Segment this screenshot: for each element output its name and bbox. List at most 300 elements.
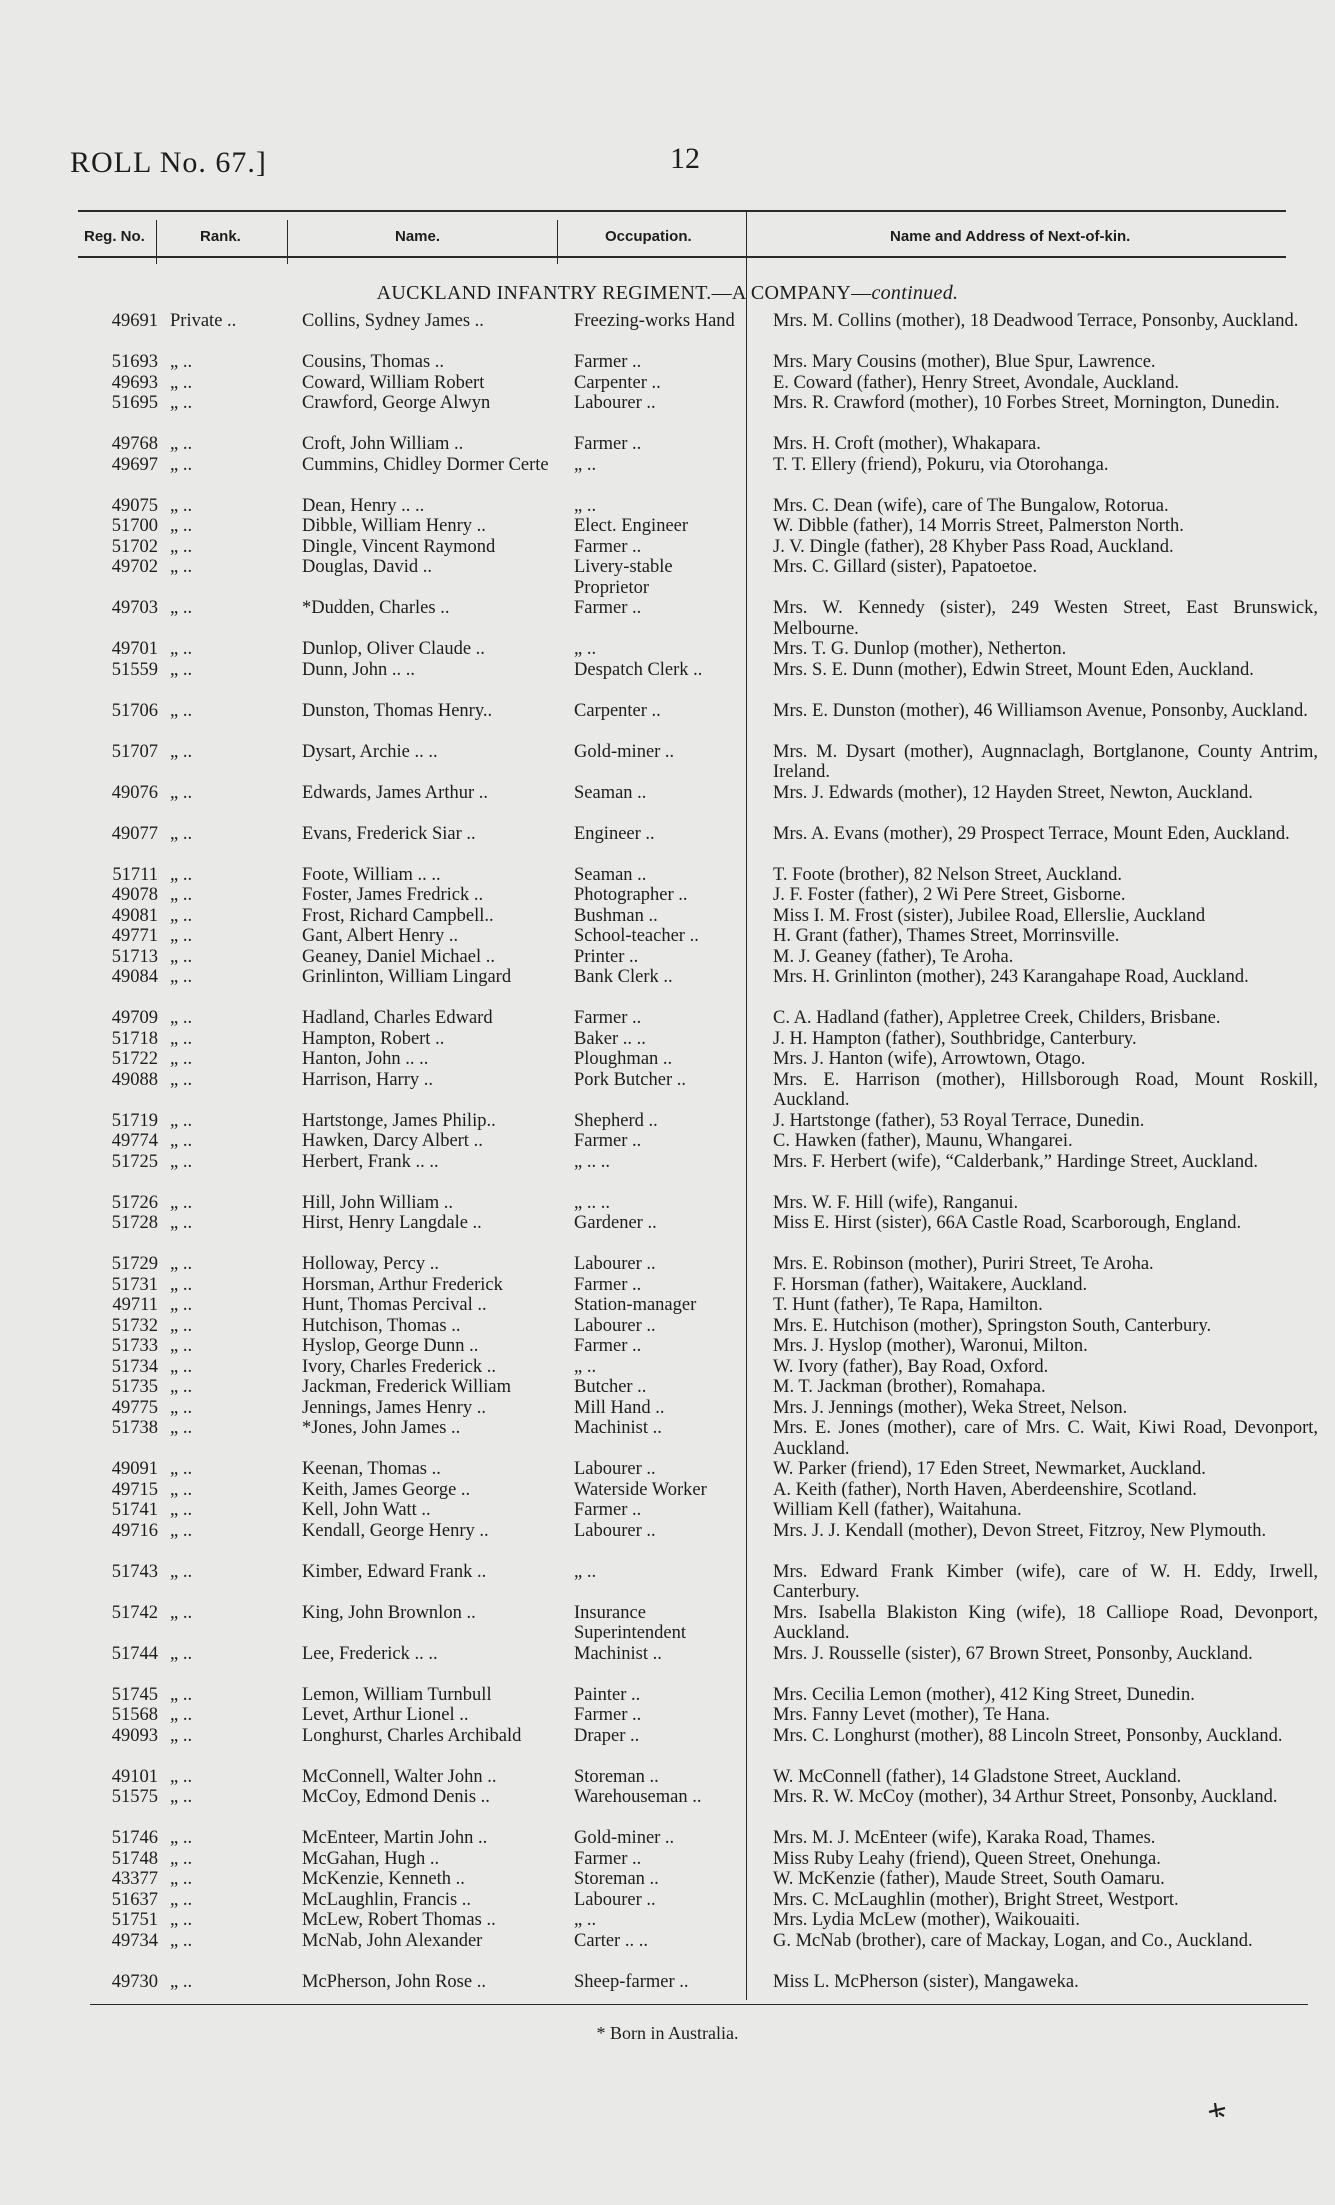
reg-number: 49702: [111, 557, 158, 577]
next-of-kin: W. Ivory (father), Bay Road, Oxford.: [773, 1356, 1049, 1377]
table-row: [0, 1152, 1335, 1193]
occupation: „ ..: [574, 639, 597, 659]
reg-number: 51702: [111, 536, 158, 557]
column-divider: [557, 220, 558, 264]
rank: „ ..: [170, 659, 193, 680]
table-row: [0, 1213, 1335, 1254]
occupation: Labourer ..: [574, 1889, 656, 1910]
reg-number: 51741: [111, 1500, 158, 1520]
table-row: [0, 783, 1335, 824]
rank: „ ..: [170, 1131, 193, 1151]
next-of-kin: Miss Ruby Leahy (friend), Queen Street, Onehunga.: [773, 1848, 1161, 1869]
table-row: [0, 1193, 1335, 1214]
rank: „ ..: [170, 516, 193, 536]
soldier-name: Grinlinton, William Lingard: [302, 967, 512, 987]
soldier-name: Edwards, James Arthur ..: [302, 782, 488, 803]
occupation: Seaman ..: [574, 864, 647, 885]
next-of-kin: C. Hawken (father), Maunu, Whangarei.: [773, 1131, 1073, 1151]
soldier-name: Jackman, Frederick William: [302, 1377, 512, 1397]
next-of-kin: Mrs. M. Collins (mother), 18 Deadwood Terrace, Ponsonby, Auckland.: [773, 311, 1299, 331]
soldier-name: Cummins, Chidley Dormer Certe: [302, 454, 549, 475]
reg-number: 49730: [111, 1971, 158, 1992]
soldier-name: Dunlop, Oliver Claude ..: [302, 639, 485, 659]
table-row: [0, 1787, 1335, 1828]
table-row: [0, 1562, 1335, 1603]
next-of-kin: Mrs. A. Evans (mother), 29 Prospect Terrace, Mount Eden, Auckland.: [773, 823, 1290, 844]
soldier-name: Keith, James George ..: [302, 1479, 471, 1500]
column-divider: [156, 220, 157, 264]
occupation: „ ..: [574, 495, 597, 516]
rank: „ ..: [170, 926, 193, 946]
soldier-name: McEnteer, Martin John ..: [302, 1828, 488, 1848]
next-of-kin: Mrs. C. Longhurst (mother), 88 Lincoln Street, Ponsonby, Auckland.: [773, 1725, 1283, 1746]
occupation: Carter .. ..: [574, 1930, 648, 1951]
next-of-kin: Mrs. F. Herbert (wife), “Calderbank,” Hardinge Street, Auckland.: [773, 1151, 1259, 1172]
soldier-name: Hutchison, Thomas ..: [302, 1315, 461, 1336]
rank: „ ..: [170, 782, 193, 803]
table-row: [0, 1726, 1335, 1767]
reg-number: 51735: [111, 1377, 158, 1397]
rank: „ ..: [170, 1397, 193, 1418]
reg-number: 51748: [111, 1848, 158, 1869]
rank: „ ..: [170, 557, 193, 577]
occupation: Farmer ..: [574, 598, 642, 618]
next-of-kin: W. McConnell (father), 14 Gladstone Street, Auckland.: [773, 1766, 1182, 1787]
reg-number: 51738: [111, 1418, 158, 1438]
occupation: Labourer ..: [574, 393, 656, 413]
soldier-name: Kimber, Edward Frank ..: [302, 1561, 487, 1582]
next-of-kin: Mrs. W. F. Hill (wife), Ranganui.: [773, 1192, 1019, 1213]
reg-number: 51745: [111, 1684, 158, 1705]
next-of-kin: Mrs. M. J. McEnteer (wife), Karaka Road, Thames.: [773, 1828, 1156, 1848]
soldier-name: McConnell, Walter John ..: [302, 1766, 497, 1787]
rank: „ ..: [170, 1151, 193, 1172]
soldier-name: Geaney, Daniel Michael ..: [302, 946, 495, 967]
rank: „ ..: [170, 1869, 193, 1889]
reg-number: 49084: [111, 967, 158, 987]
occupation: Freezing-works Hand: [574, 311, 735, 331]
rank: „ ..: [170, 1500, 193, 1520]
table-row: [0, 1685, 1335, 1706]
reg-number: 43377: [111, 1869, 158, 1889]
reg-number: 49075: [111, 495, 158, 516]
soldier-name: Hawken, Darcy Albert ..: [302, 1131, 483, 1151]
next-of-kin: F. Horsman (father), Waitakere, Auckland.: [773, 1274, 1088, 1295]
soldier-name: Lemon, William Turnbull: [302, 1684, 492, 1705]
next-of-kin: J. Hartstonge (father), 53 Royal Terrace, Dunedin.: [773, 1110, 1145, 1131]
soldier-name: Longhurst, Charles Archibald: [302, 1725, 522, 1746]
occupation: Station-manager: [574, 1295, 697, 1315]
soldier-name: Dunston, Thomas Henry..: [302, 700, 493, 721]
rank: „ ..: [170, 1459, 193, 1479]
next-of-kin: C. A. Hadland (father), Appletree Creek, Childers, Brisbane.: [773, 1008, 1221, 1028]
soldier-name: Hadland, Charles Edward: [302, 1008, 493, 1028]
soldier-name: Ivory, Charles Frederick ..: [302, 1356, 497, 1377]
reg-number: 49768: [111, 434, 158, 454]
rank: „ ..: [170, 1828, 193, 1848]
occupation: „ ..: [574, 1356, 597, 1377]
header-top-rule: [78, 210, 1286, 212]
rank: „ ..: [170, 1028, 193, 1049]
rank: „ ..: [170, 434, 193, 454]
roll-table: [0, 311, 1335, 1992]
table-row: [0, 1336, 1335, 1357]
rank: „ ..: [170, 598, 193, 618]
table-row: [0, 1931, 1335, 1972]
reg-number: 49701: [111, 639, 158, 659]
table-row: [0, 1500, 1335, 1521]
occupation: Sheep-farmer ..: [574, 1971, 689, 1992]
table-row: [0, 1890, 1335, 1911]
reg-number: 49711: [112, 1295, 158, 1315]
rank: „ ..: [170, 372, 193, 393]
occupation: Farmer ..: [574, 1705, 642, 1725]
soldier-name: Jennings, James Henry ..: [302, 1397, 486, 1418]
rank: „ ..: [170, 393, 193, 413]
rank: „ ..: [170, 1356, 193, 1377]
rank: „ ..: [170, 1705, 193, 1725]
table-row: [0, 1254, 1335, 1275]
next-of-kin: Mrs. C. Dean (wife), care of The Bungalow, Rotorua.: [773, 495, 1169, 516]
reg-number: 49691: [111, 311, 158, 331]
soldier-name: Dibble, William Henry ..: [302, 516, 486, 536]
rank: „ ..: [170, 864, 193, 885]
rank: „ ..: [170, 1971, 193, 1992]
column-header-occupation: Occupation.: [605, 228, 692, 245]
soldier-name: Frost, Richard Campbell..: [302, 905, 494, 926]
soldier-name: Horsman, Arthur Frederick: [302, 1274, 503, 1295]
reg-number: 51695: [111, 393, 158, 413]
next-of-kin: Miss E. Hirst (sister), 66A Castle Road, Scarborough, England.: [773, 1213, 1242, 1233]
footnote: * Born in Australia.: [596, 2023, 739, 2043]
reg-number: 51693: [111, 352, 158, 372]
next-of-kin: Mrs. Lydia McLew (mother), Waikouaiti.: [773, 1910, 1080, 1930]
reg-number: 49693: [111, 372, 158, 393]
soldier-name: Dingle, Vincent Raymond: [302, 536, 496, 557]
occupation: Gold-miner ..: [574, 1828, 675, 1848]
soldier-name: Lee, Frederick .. ..: [302, 1643, 438, 1664]
occupation: Labourer ..: [574, 1459, 656, 1479]
next-of-kin: Mrs. S. E. Dunn (mother), Edwin Street, Mount Eden, Auckland.: [773, 659, 1254, 680]
reg-number: 51725: [111, 1151, 158, 1172]
next-of-kin: Mrs. Edward Frank Kimber (wife), care of W. H. Eddy, Irwell, Canterbury.: [773, 1561, 1318, 1602]
occupation: Engineer ..: [574, 823, 655, 844]
soldier-name: Croft, John William ..: [302, 434, 464, 454]
reg-number: 51700: [111, 516, 158, 536]
table-row: [0, 1008, 1335, 1029]
occupation: Mill Hand ..: [574, 1397, 665, 1418]
rank: „ ..: [170, 1520, 193, 1541]
table-row: [0, 1111, 1335, 1132]
reg-number: 51706: [111, 700, 158, 721]
occupation: Machinist ..: [574, 1418, 662, 1438]
table-row: [0, 1316, 1335, 1337]
next-of-kin: Miss I. M. Frost (sister), Jubilee Road, Ellerslie, Auckland: [773, 905, 1206, 926]
table-row: [0, 742, 1335, 783]
table-row: [0, 311, 1335, 352]
occupation: Livery-stable Proprietor: [574, 557, 673, 598]
soldier-name: Holloway, Percy ..: [302, 1254, 440, 1274]
reg-number: 49774: [111, 1131, 158, 1151]
table-row: [0, 926, 1335, 947]
table-row: [0, 373, 1335, 394]
occupation: Bank Clerk ..: [574, 967, 673, 987]
occupation: Storeman ..: [574, 1766, 659, 1787]
table-row: [0, 906, 1335, 927]
soldier-name: Evans, Frederick Siar ..: [302, 823, 476, 844]
occupation: Warehouseman ..: [574, 1787, 702, 1807]
rank: „ ..: [170, 1418, 193, 1438]
soldier-name: Hunt, Thomas Percival ..: [302, 1295, 487, 1315]
rank: „ ..: [170, 823, 193, 844]
next-of-kin: T. Foote (brother), 82 Nelson Street, Auckland.: [773, 864, 1123, 885]
table-row: [0, 1131, 1335, 1152]
next-of-kin: Mrs. J. Hanton (wife), Arrowtown, Otago.: [773, 1049, 1086, 1069]
occupation: Farmer ..: [574, 1274, 642, 1295]
soldier-name: Kendall, George Henry ..: [302, 1520, 489, 1541]
reg-number: 49716: [111, 1520, 158, 1541]
reg-number: 51751: [111, 1910, 158, 1930]
table-row: [0, 885, 1335, 906]
next-of-kin: M. J. Geaney (father), Te Aroha.: [773, 946, 1014, 967]
soldier-name: Douglas, David ..: [302, 557, 432, 577]
rank: „ ..: [170, 1889, 193, 1910]
occupation: Elect. Engineer: [574, 516, 689, 536]
next-of-kin: Mrs. C. McLaughlin (mother), Bright Street, Westport.: [773, 1889, 1179, 1910]
reg-number: 51746: [111, 1828, 158, 1848]
section-heading: [0, 282, 1335, 305]
rank: „ ..: [170, 1254, 193, 1274]
soldier-name: Foster, James Fredrick ..: [302, 885, 484, 905]
next-of-kin: Mrs. E. Dunston (mother), 46 Williamson Avenue, Ponsonby, Auckland.: [773, 700, 1308, 721]
reg-number: 51728: [111, 1213, 158, 1233]
occupation: Gardener ..: [574, 1213, 657, 1233]
table-row: [0, 516, 1335, 537]
next-of-kin: E. Coward (father), Henry Street, Avondale, Auckland.: [773, 372, 1180, 393]
pencil-mark-icon: [1205, 2098, 1229, 2120]
table-row: [0, 1603, 1335, 1644]
reg-number: 51734: [111, 1356, 158, 1377]
rank: „ ..: [170, 1274, 193, 1295]
reg-number: 49734: [111, 1930, 158, 1951]
next-of-kin: William Kell (father), Waitahuna.: [773, 1500, 1022, 1520]
next-of-kin: Mrs. E. Jones (mother), care of Mrs. C. Wait, Kiwi Road, Devonport, Auckland.: [773, 1418, 1318, 1459]
soldier-name: King, John Brownlon ..: [302, 1602, 476, 1623]
reg-number: 51722: [111, 1049, 158, 1069]
soldier-name: Dean, Henry .. ..: [302, 495, 425, 516]
occupation: „ ..: [574, 454, 597, 475]
section-title: AUCKLAND INFANTRY REGIMENT.—A COMPANY—: [376, 282, 872, 304]
reg-number: 51733: [111, 1336, 158, 1356]
occupation: „ .. ..: [574, 1192, 610, 1213]
occupation: Machinist ..: [574, 1643, 662, 1664]
rank: „ ..: [170, 1110, 193, 1131]
rank: „ ..: [170, 1643, 193, 1664]
table-row: [0, 1521, 1335, 1562]
occupation: „ ..: [574, 1561, 597, 1582]
soldier-name: Kell, John Watt ..: [302, 1500, 431, 1520]
rank: „ ..: [170, 741, 193, 762]
next-of-kin: G. McNab (brother), care of Mackay, Logan, and Co., Auckland.: [773, 1930, 1253, 1951]
reg-number: 51713: [111, 946, 158, 967]
next-of-kin: T. Hunt (father), Te Rapa, Hamilton.: [773, 1295, 1043, 1315]
reg-number: 49697: [111, 454, 158, 475]
next-of-kin: Mrs. H. Croft (mother), Whakapara.: [773, 434, 1041, 454]
occupation: Bushman ..: [574, 905, 658, 926]
table-row: [0, 1295, 1335, 1316]
table-row: [0, 496, 1335, 517]
reg-number: 51731: [111, 1274, 158, 1295]
table-row: [0, 1644, 1335, 1685]
rank: „ ..: [170, 454, 193, 475]
next-of-kin: Mrs. Fanny Levet (mother), Te Hana.: [773, 1705, 1050, 1725]
next-of-kin: J. V. Dingle (father), 28 Khyber Pass Road, Auckland.: [773, 536, 1174, 557]
column-header-name: Name.: [395, 228, 441, 245]
occupation: Despatch Clerk ..: [574, 659, 703, 680]
rank: „ ..: [170, 1336, 193, 1356]
soldier-name: Coward, William Robert: [302, 372, 485, 393]
table-bottom-rule: [90, 2004, 1308, 2005]
rank: „ ..: [170, 1069, 193, 1090]
occupation: Labourer ..: [574, 1254, 656, 1274]
reg-number: 51637: [111, 1889, 158, 1910]
soldier-name: Hyslop, George Dunn ..: [302, 1336, 479, 1356]
table-row: [0, 352, 1335, 373]
next-of-kin: W. McKenzie (father), Maude Street, South Oamaru.: [773, 1869, 1165, 1889]
rank: „ ..: [170, 1602, 193, 1623]
soldier-name: McKenzie, Kenneth ..: [302, 1869, 465, 1889]
reg-number: 49076: [111, 782, 158, 803]
soldier-name: *Jones, John James ..: [302, 1418, 461, 1438]
occupation: School-teacher ..: [574, 926, 699, 946]
rank: „ ..: [170, 1479, 193, 1500]
rank: „ ..: [170, 967, 193, 987]
column-divider: [287, 220, 288, 264]
soldier-name: Hirst, Henry Langdale ..: [302, 1213, 482, 1233]
next-of-kin: Mrs. M. Dysart (mother), Augnnaclagh, Bortglanone, County Antrim, Ireland.: [773, 741, 1318, 782]
next-of-kin: A. Keith (father), North Haven, Aberdeenshire, Scotland.: [773, 1479, 1197, 1500]
occupation: Draper ..: [574, 1725, 640, 1746]
soldier-name: Crawford, George Alwyn: [302, 393, 491, 413]
rank: „ ..: [170, 1008, 193, 1028]
rank: „ ..: [170, 1192, 193, 1213]
table-row: [0, 947, 1335, 968]
rank: Private ..: [170, 311, 237, 331]
table-row: [0, 865, 1335, 886]
table-row: [0, 1828, 1335, 1849]
next-of-kin: Mrs. J. Rousselle (sister), 67 Brown Street, Ponsonby, Auckland.: [773, 1643, 1253, 1664]
next-of-kin: Mrs. E. Hutchison (mother), Springston South, Canterbury.: [773, 1315, 1212, 1336]
table-row: [0, 967, 1335, 1008]
table-row: [0, 1705, 1335, 1726]
soldier-name: Levet, Arthur Lionel ..: [302, 1705, 469, 1725]
next-of-kin: Mrs. J. J. Kendall (mother), Devon Street, Fitzroy, New Plymouth.: [773, 1520, 1267, 1541]
occupation: Farmer ..: [574, 352, 642, 372]
occupation: Shepherd ..: [574, 1110, 658, 1131]
next-of-kin: Mrs. Cecilia Lemon (mother), 412 King Street, Dunedin.: [773, 1684, 1195, 1705]
occupation: Farmer ..: [574, 1500, 642, 1520]
reg-number: 51568: [111, 1705, 158, 1725]
next-of-kin: Mrs. E. Robinson (mother), Puriri Street, Te Aroha.: [773, 1254, 1154, 1274]
next-of-kin: J. H. Hampton (father), Southbridge, Canterbury.: [773, 1028, 1137, 1049]
next-of-kin: Mrs. R. Crawford (mother), 10 Forbes Street, Mornington, Dunedin.: [773, 393, 1280, 413]
reg-number: 49703: [111, 598, 158, 618]
occupation: Photographer ..: [574, 885, 688, 905]
next-of-kin: Mrs. E. Harrison (mother), Hillsborough Road, Mount Roskill, Auckland.: [773, 1069, 1318, 1110]
occupation: Carpenter ..: [574, 372, 661, 393]
soldier-name: McLaughlin, Francis ..: [302, 1889, 472, 1910]
occupation: Gold-miner ..: [574, 741, 675, 762]
reg-number: 49088: [111, 1069, 158, 1090]
soldier-name: Hill, John William ..: [302, 1192, 454, 1213]
reg-number: 51707: [111, 741, 158, 762]
reg-number: 49078: [111, 885, 158, 905]
column-header-next-of-kin: Name and Address of Next-of-kin.: [890, 228, 1131, 245]
next-of-kin: H. Grant (father), Thames Street, Morrinsville.: [773, 926, 1120, 946]
table-row: [0, 1767, 1335, 1788]
table-row: [0, 1275, 1335, 1296]
reg-number: 49081: [111, 905, 158, 926]
soldier-name: Hampton, Robert ..: [302, 1028, 445, 1049]
column-header-reg-no: Reg. No.: [84, 228, 145, 245]
next-of-kin: Mrs. T. G. Dunlop (mother), Netherton.: [773, 639, 1067, 659]
next-of-kin: J. F. Foster (father), 2 Wi Pere Street, Gisborne.: [773, 885, 1126, 905]
table-row: [0, 1398, 1335, 1419]
soldier-name: Foote, William .. ..: [302, 864, 441, 885]
soldier-name: *Dudden, Charles ..: [302, 598, 450, 618]
reg-number: 51719: [111, 1110, 158, 1131]
table-row: [0, 598, 1335, 639]
soldier-name: McLew, Robert Thomas ..: [302, 1910, 496, 1930]
table-row: [0, 393, 1335, 434]
occupation: Butcher ..: [574, 1377, 647, 1397]
table-row: [0, 1910, 1335, 1931]
reg-number: 51575: [111, 1787, 158, 1807]
soldier-name: Keenan, Thomas ..: [302, 1459, 441, 1479]
rank: „ ..: [170, 1684, 193, 1705]
next-of-kin: Mrs. J. Hyslop (mother), Waronui, Milton.: [773, 1336, 1088, 1356]
occupation: Farmer ..: [574, 1008, 642, 1028]
rank: „ ..: [170, 536, 193, 557]
soldier-name: McCoy, Edmond Denis ..: [302, 1787, 490, 1807]
next-of-kin: T. T. Ellery (friend), Pokuru, via Otorohanga.: [773, 454, 1109, 475]
table-row: [0, 434, 1335, 455]
occupation: Labourer ..: [574, 1315, 656, 1336]
reg-number: 51711: [112, 864, 158, 885]
roll-number: ROLL No. 67.]: [70, 146, 267, 179]
soldier-name: McNab, John Alexander: [302, 1930, 483, 1951]
table-row: [0, 1029, 1335, 1050]
soldier-name: McPherson, John Rose ..: [302, 1971, 486, 1992]
occupation: Farmer ..: [574, 434, 642, 454]
rank: „ ..: [170, 700, 193, 721]
occupation: Farmer ..: [574, 1336, 642, 1356]
occupation: Farmer ..: [574, 1131, 642, 1151]
table-row: [0, 1070, 1335, 1111]
table-row: [0, 1869, 1335, 1890]
header-bottom-rule: [78, 256, 1286, 258]
reg-number: 51742: [111, 1602, 158, 1623]
table-row: [0, 1972, 1335, 1993]
rank: „ ..: [170, 885, 193, 905]
table-row: [0, 701, 1335, 742]
reg-number: 49715: [111, 1479, 158, 1500]
next-of-kin: Mrs. R. W. McCoy (mother), 34 Arthur Street, Ponsonby, Auckland.: [773, 1787, 1278, 1807]
reg-number: 51732: [111, 1315, 158, 1336]
rank: „ ..: [170, 352, 193, 372]
rank: „ ..: [170, 1787, 193, 1807]
soldier-name: Hartstonge, James Philip..: [302, 1110, 496, 1131]
